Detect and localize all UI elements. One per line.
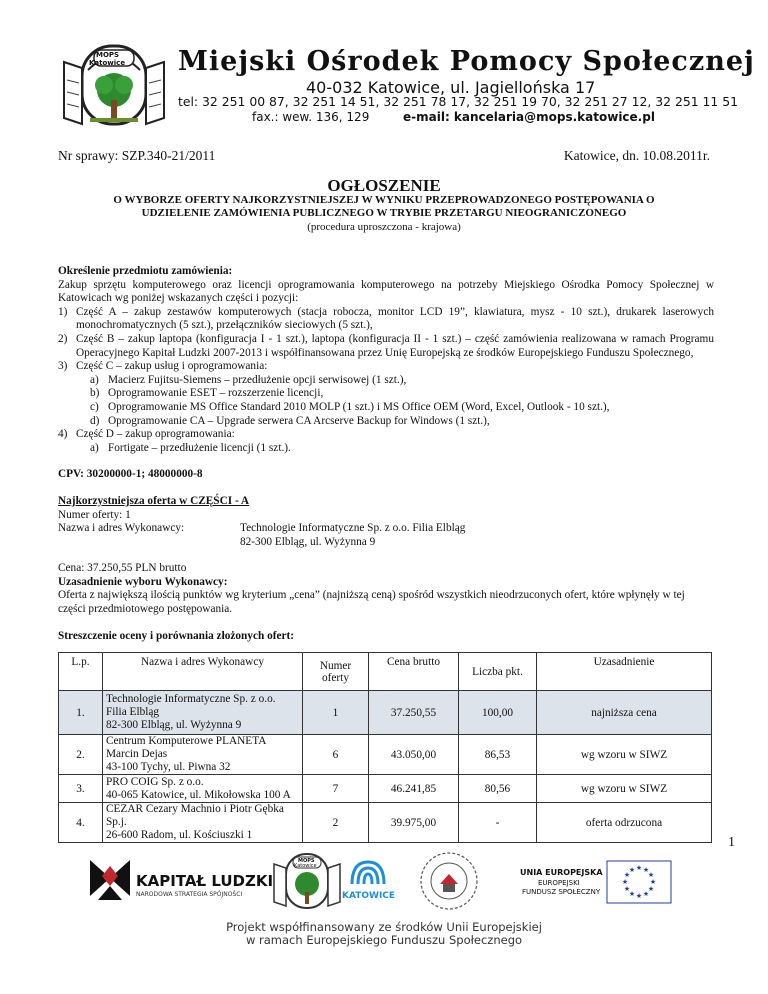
item-text: Macierz Fujitsu-Siemens – przedłużenie opcji serwisowej (1 szt.), xyxy=(108,373,407,386)
cell-offer: 1 xyxy=(303,691,369,735)
cell-price: 39.975,00 xyxy=(369,803,459,843)
cell-price: 37.250,55 xyxy=(369,691,459,735)
part-c-item xyxy=(58,401,714,415)
cell-contractor xyxy=(103,803,303,843)
cell-contractor xyxy=(103,735,303,775)
cell-points: 86,53 xyxy=(459,735,537,775)
subtitle-line-1: O WYBORZE OFERTY NAJKORZYSTNIEJSZEJ W WYNIKU PRZEPROWADZONEGO POSTĘPOWANIA O xyxy=(113,194,655,206)
svg-text:★: ★ xyxy=(623,871,631,879)
part-text: Część C – zakup usług i oprogramowania: xyxy=(76,360,268,373)
mops-small-text-2: Katowice xyxy=(294,863,317,869)
table-row xyxy=(59,803,712,843)
cell-offer: 6 xyxy=(303,735,369,775)
part-c-item xyxy=(58,415,714,429)
table-row xyxy=(59,735,712,775)
item-text: Oprogramowanie MS Office Standard 2010 MOLP (1 szt.) i MS Office OEM (Word, Excel, Outlook - 10 szt.), xyxy=(108,400,610,413)
contractor-line: Marcin Dejas xyxy=(106,748,168,760)
svg-text:★: ★ xyxy=(621,878,629,886)
contractor-name: Technologie Informatyczne Sp. z o.o. Filia Elbląg xyxy=(240,522,466,535)
footer-cofinancing-line-2: w ramach Europejskiego Funduszu Społecznego xyxy=(245,933,523,947)
part-number: 1) xyxy=(58,305,68,318)
contractor-line: Filia Elbląg xyxy=(106,706,160,718)
case-number: Nr sprawy: SZP.340-21/2011 xyxy=(58,148,216,163)
cell-offer: 7 xyxy=(303,775,369,803)
document-subtitle xyxy=(58,194,710,220)
part-c-item xyxy=(58,387,714,401)
svg-text:★: ★ xyxy=(642,866,650,874)
institution-title: Miejski Ośrodek Pomocy Społecznej xyxy=(178,46,755,77)
katowice-label: KATOWICE xyxy=(342,891,396,901)
logo-text-bottom: Katowice xyxy=(89,59,126,67)
part-c-item xyxy=(58,374,714,388)
part-number: 3) xyxy=(58,360,68,373)
svg-text:★: ★ xyxy=(628,890,636,898)
part-c xyxy=(58,360,714,374)
part-text: Część D – zakup oprogramowania: xyxy=(76,428,235,441)
part-d-item xyxy=(58,442,714,456)
cell-reason: wg wzoru w SIWZ xyxy=(537,735,712,775)
eu-subtitle-2: FUNDUSZ SPOŁECZNY xyxy=(522,888,601,896)
contractor-line: Centrum Komputerowe PLANETA xyxy=(106,735,267,747)
cell-price: 46.241,85 xyxy=(369,775,459,803)
cell-points: 100,00 xyxy=(459,691,537,735)
contractor-line: 40-065 Katowice, ul. Mikołowska 100 A xyxy=(106,788,291,801)
eu-title: UNIA EUROPEJSKA xyxy=(520,868,603,877)
institution-address: 40-032 Katowice, ul. Jagiellońska 17 xyxy=(306,78,596,97)
svg-text:★: ★ xyxy=(647,871,655,879)
page-number: 1 xyxy=(728,835,735,850)
item-text: Oprogramowanie CA – Upgrade serwera CA Arcserve Backup for Windows (1 szt.), xyxy=(108,414,490,427)
subtitle-line-2: UDZIELENIE ZAMÓWIENIA PUBLICZNEGO W TRYBIE PRZETARGU NIEOGRANICZONEGO xyxy=(141,207,627,219)
eu-flag-icon xyxy=(606,860,672,904)
contractor-line: Technologie Informatyczne Sp. z o.o. xyxy=(106,693,276,705)
cell-points: - xyxy=(459,803,537,843)
cell-price: 43.050,00 xyxy=(369,735,459,775)
winner-offer-number: Numer oferty: 1 xyxy=(58,508,131,521)
column-header: Cena brutto xyxy=(369,653,459,691)
cell-lp: 2. xyxy=(59,735,103,775)
part-text: Część A – zakup zestawów komputerowych (stacja robocza, monitor LCD 19”, klawiatura, mysz - 10 szt.), drukarek laserowych monochromatycznych (5 szt.), przełączników sieciowych (5 szt.), xyxy=(76,305,714,332)
contractor-line: 82-300 Elbląg, ul. Wyżynna 9 xyxy=(106,719,242,731)
part-a xyxy=(58,306,714,333)
katowice-logo-icon xyxy=(348,856,388,888)
svg-text:★: ★ xyxy=(642,890,650,898)
footer-cofinancing-line-1: Projekt współfinansowany ze środków Unii Europejskiej xyxy=(226,920,542,934)
table-header-row xyxy=(59,653,712,691)
institution-phones: tel: 32 251 00 87, 32 251 14 51, 32 251 78 17, 32 251 19 70, 32 251 27 12, 32 251 11 51 xyxy=(178,94,739,109)
contractor-line: 26-600 Radom, ul. Kościuszki 1 xyxy=(106,829,253,841)
winner-price: Cena: 37.250,55 PLN brutto xyxy=(58,562,187,575)
institution-email[interactable]: e-mail: kancelaria@mops.katowice.pl xyxy=(403,110,655,124)
table-row xyxy=(59,691,712,735)
item-letter: b) xyxy=(90,387,100,400)
institution-fax: fax.: wew. 136, 129 xyxy=(252,110,370,124)
cell-reason: najniższa cena xyxy=(537,691,712,735)
contractor-line: PRO COIG Sp. z o.o. xyxy=(106,775,204,788)
contractor-line: CEZAR Cezary Machnio i Piotr Gębka Sp.j. xyxy=(106,803,284,828)
item-letter: d) xyxy=(90,414,100,427)
letterhead xyxy=(0,0,768,130)
cell-offer: 2 xyxy=(303,803,369,843)
mops-small-text: MOPS xyxy=(298,858,315,864)
contractor-details xyxy=(240,522,465,549)
item-letter: a) xyxy=(90,373,99,386)
part-text: Część B – zakup laptopa (konfiguracja I - 1 szt.), laptopa (konfiguracja II - 1 szt.) – część zamówienia realizowana w ramach Programu Operacyjnego Kapitał Ludzki 2007-2013 i współfinansowana przez Unię Europejską ze środków Europejskiego Funduszu Społecznego, xyxy=(76,332,714,359)
column-header: Liczba pkt. xyxy=(459,653,537,691)
column-header: Uzasadnienie xyxy=(537,653,712,691)
part-number: 4) xyxy=(58,428,68,441)
logo-text-top: MOPS xyxy=(96,51,120,59)
column-header: Numer oferty xyxy=(303,653,369,691)
contractor-line: 43-100 Tychy, ul. Piwna 32 xyxy=(106,761,231,773)
contractor-address: 82-300 Elbląg, ul. Wyżynna 9 xyxy=(240,535,376,548)
procedure-type: (procedura uproszczona - krajowa) xyxy=(307,221,461,233)
subject-heading: Określenie przedmiotu zamówienia: xyxy=(58,265,233,277)
contractor-label: Nazwa i adres Wykonawcy: xyxy=(58,522,185,535)
winner-contractor xyxy=(58,522,714,549)
place-date: Katowice, dn. 10.08.2011r. xyxy=(563,148,710,163)
svg-text:★: ★ xyxy=(635,864,643,872)
item-letter: c) xyxy=(90,400,99,413)
cell-points: 80,56 xyxy=(459,775,537,803)
subject-intro: Zakup sprzętu komputerowego oraz licencji oprogramowania komputerowego na potrzeby Miejskiego Ośrodka Pomocy Społecznej w Katowicach wg poniżej wskazanych części i pozycji: xyxy=(58,278,714,305)
column-header: Nazwa i adres Wykonawcy xyxy=(103,653,303,691)
table-row xyxy=(59,775,712,803)
part-d xyxy=(58,428,714,442)
cell-lp: 4. xyxy=(59,803,103,843)
eu-subtitle-1: EUROPEJSKI xyxy=(538,879,580,887)
kapital-ludzki-subtitle: NARODOWA STRATEGIA SPÓJNOŚCI xyxy=(136,891,243,898)
svg-text:★: ★ xyxy=(649,878,657,886)
document-title: OGŁOSZENIE xyxy=(327,176,441,195)
offers-table xyxy=(58,652,712,843)
column-header: L.p. xyxy=(59,653,103,691)
kapital-ludzki-title: KAPITAŁ LUDZKI xyxy=(136,872,274,890)
svg-text:★: ★ xyxy=(623,885,631,893)
rondo-stamp-icon xyxy=(418,850,480,912)
cpv-codes: CPV: 30200000-1; 48000000-8 xyxy=(58,468,203,481)
cell-lp: 1. xyxy=(59,691,103,735)
document-body xyxy=(58,265,714,643)
justification-heading: Uzasadnienie wyboru Wykonawcy: xyxy=(58,575,228,588)
cell-contractor xyxy=(103,775,303,803)
kapital-ludzki-icon xyxy=(88,856,132,906)
cell-reason: wg wzoru w SIWZ xyxy=(537,775,712,803)
justification-text: Oferta z największą ilością punktów wg kryterium „cena” (najniższą ceną) spośród wszystkich nieodrzuconych ofert, które wpłynęły w tej części przedmiotowego postępowania. xyxy=(58,589,685,616)
part-number: 2) xyxy=(58,332,68,345)
item-letter: a) xyxy=(90,441,99,454)
svg-text:★: ★ xyxy=(647,885,655,893)
item-text: Fortigate – przedłużenie licencji (1 szt.). xyxy=(108,441,291,454)
cell-reason: oferta odrzucona xyxy=(537,803,712,843)
svg-text:★: ★ xyxy=(628,866,636,874)
summary-heading: Streszczenie oceny i porównania złożonych ofert: xyxy=(58,629,295,642)
part-b xyxy=(58,333,714,360)
cell-contractor xyxy=(103,691,303,735)
svg-text:★: ★ xyxy=(635,892,643,900)
winner-heading: Najkorzystniejsza oferta w CZĘŚCI - A xyxy=(58,494,250,507)
cell-lp: 3. xyxy=(59,775,103,803)
item-text: Oprogramowanie ESET – rozszerzenie licencji, xyxy=(108,387,324,400)
